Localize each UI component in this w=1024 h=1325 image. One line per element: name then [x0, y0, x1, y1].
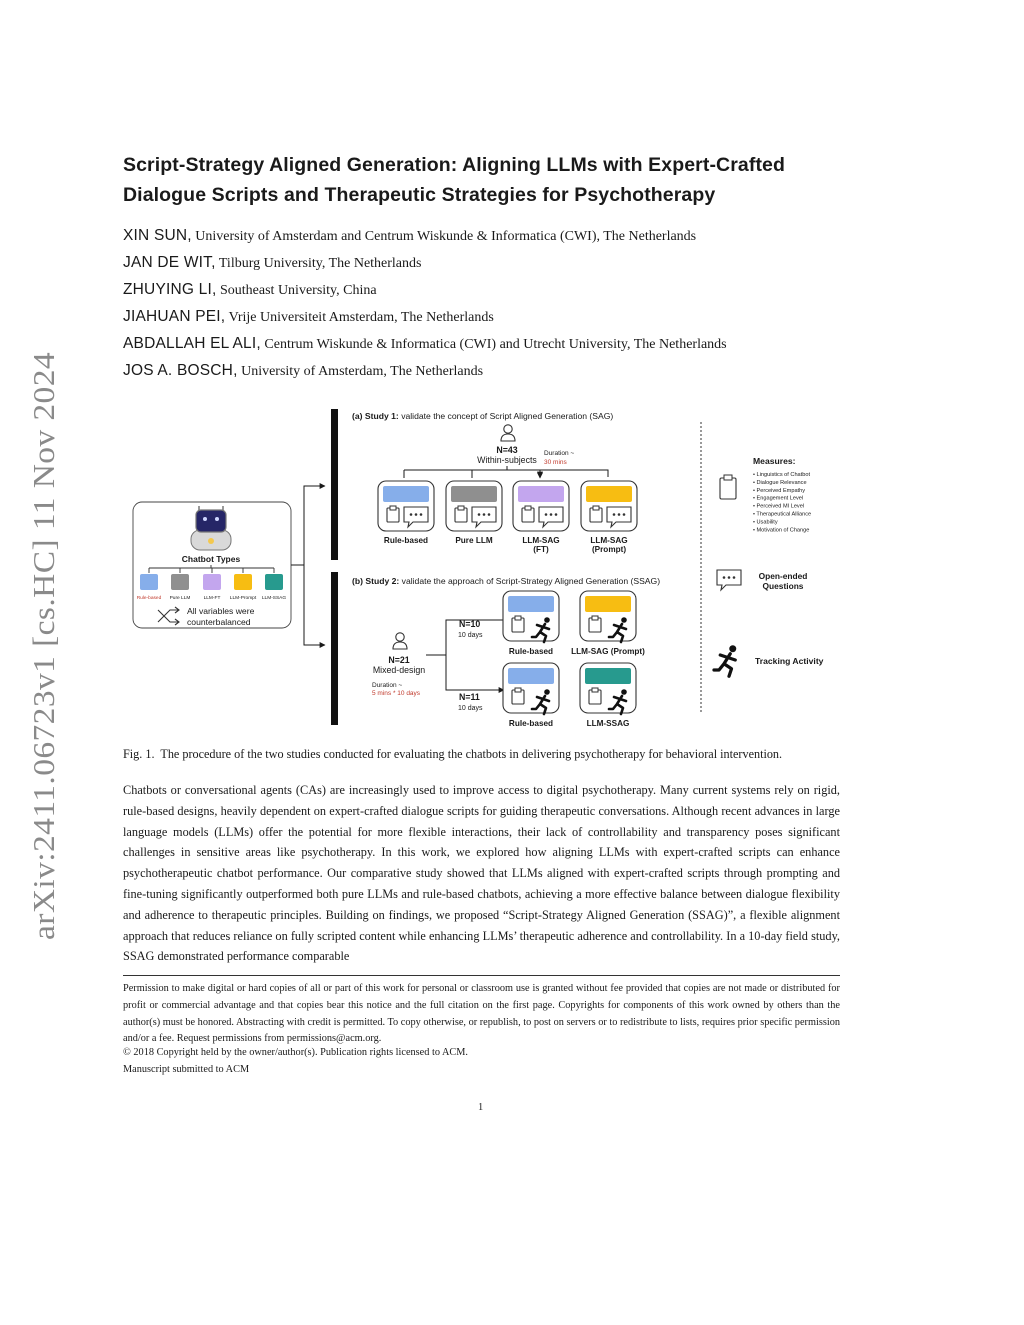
study1-branch-arrows: [404, 474, 540, 478]
group2-days: 10 days: [458, 705, 483, 712]
measures-list: [753, 472, 811, 533]
study1-label-llm-sag-prompt-sub: (Prompt): [591, 545, 627, 554]
author-affiliation: University of Amsterdam, The Netherlands: [241, 364, 484, 379]
study1-heading: [352, 411, 613, 421]
measures-title: Measures:: [753, 456, 796, 466]
connector-study2: [304, 565, 325, 645]
page-number: 1: [478, 1102, 484, 1113]
study1-card-llm-sag-prompt: [581, 481, 637, 531]
abstract-text: Chatbots or conversational agents (CAs) are increasingly used to improve access to digital psychotherapy. Many current systems rely on rigid, rule-based designs, heavily dependent on expert-crafted dialogue scripts for guiding therapeutic conversations. Although recent advances in large language models (LLMs) offer the potential for more flexible interactions, their lack of controllability and transparency poses significant challenges in sensitive areas like psychotherapy. In this work, we explored how aligning LLMs with expert-crafted scripts can enhance psychotherapeutic chatbot performance. Our comparative study showed that LLMs aligned with expert-crafted scripts through prompting and fine-tuning significantly outperformed both pure LLMs and rule-based chatbots, achieving a more effective balance between dialogue flexibility and adherence to therapeutic principles. Building on findings, we proposed “Script-Strategy Aligned Generation (SSAG)”, a flexible alignment approach that reduces reliance on fully scripted content while enhancing LLMs’ therapeutic adherence and controllability. In a 10-day field study, SSAG demonstrated performance comparable: [123, 783, 840, 964]
study1-heading-text: validate the concept of Script Aligned Generation (SAG): [401, 411, 614, 421]
paper-title-line-2: Dialogue Scripts and Therapeutic Strategies for Psychotherapy: [123, 184, 716, 206]
study1-bar: [331, 409, 338, 560]
arxiv-id-text: arXiv:2411.06723v1 [cs.HC] 11 Nov 2024: [26, 394, 61, 940]
group1-label-llm-sag-prompt: LLM-SAG (Prompt): [571, 647, 645, 656]
author-5: [123, 335, 727, 353]
study-procedure-figure: [126, 402, 866, 736]
swatch-pure-llm: [171, 574, 189, 590]
author-1: [123, 227, 696, 245]
study2-person-icon: [393, 633, 407, 649]
type-label-llm-prompt: LLM-Prompt: [229, 596, 257, 601]
study2-heading-bold: (b) Study 2:: [352, 576, 400, 586]
author-2: [123, 254, 421, 272]
measure-item: • Motivation of Change: [753, 527, 810, 534]
group2-label-llm-ssag: LLM-SSAG: [586, 719, 630, 728]
type-label-llm-ssag: LLM-SSAG: [261, 596, 287, 601]
author-name: JAN DE WIT,: [123, 254, 216, 271]
swatch-llm-ssag: [265, 574, 283, 590]
study2-bar: [331, 572, 338, 725]
author-affiliation: Vrije Universiteit Amsterdam, The Netherlands: [228, 310, 494, 325]
caption-text: The procedure of the two studies conducted for evaluating the chatbots in delivering psychotherapy for behavioral intervention.: [160, 747, 783, 761]
connector-study1: [291, 486, 325, 565]
author-name: ABDALLAH EL ALI,: [123, 335, 261, 352]
author-6: [123, 362, 483, 380]
open-ended-line-1: Open-ended: [758, 571, 808, 581]
measure-item: • Therapeutical Alliance: [753, 511, 812, 518]
chatbot-types-tree: [149, 565, 274, 573]
measure-item: • Engagement Level: [753, 495, 804, 502]
chatbot-types-title: Chatbot Types: [181, 554, 241, 564]
study2-duration: 5 mins * 10 days: [372, 690, 421, 697]
author-name: JOS A. BOSCH,: [123, 362, 238, 379]
permission-text: Permission to make digital or hard copies of all or part of this work for personal or classroom use is granted without fee provided that copies are not made or distributed for profit or commercial advantage and that copies bear this notice and the full citation on the first page. Copyrights for components of this work owned by others than the author(s) must be honored. Abstracting with credit is permitted. To copy otherwise, or republish, to post on servers or to redistribute to lists, requires prior specific permission and/or a fee. Request permissions from permissions@acm.org.: [123, 983, 840, 1045]
group1-label-rule-based: Rule-based: [508, 647, 554, 656]
group1-n: N=10: [459, 619, 481, 629]
type-label-llm-ft: LLM-FT: [203, 596, 221, 601]
study2-heading: [352, 576, 660, 586]
study1-branch: [404, 466, 608, 477]
copyright-line: © 2018 Copyright held by the owner/author(s). Publication rights licensed to ACM.: [123, 1047, 469, 1058]
robot-icon: [191, 506, 231, 550]
type-label-rule-based: Rule-based: [136, 596, 162, 601]
permission-notice: [123, 981, 840, 1048]
arxiv-identifier: [26, 348, 62, 940]
study1-label-llm-sag-ft: LLM-SAG: [522, 536, 560, 545]
group1-card-rule-based: [503, 591, 559, 642]
author-4: [123, 308, 494, 326]
open-ended-bubble-icon: [717, 570, 741, 590]
study1-card-rule-based: [378, 481, 434, 531]
study2-n: N=21: [388, 655, 410, 665]
abstract: [123, 780, 840, 967]
caption-label: Fig. 1.: [123, 747, 155, 761]
swatch-llm-prompt: [234, 574, 252, 590]
author-affiliation: Tilburg University, The Netherlands: [218, 256, 422, 271]
shuffle-icon: [158, 607, 179, 625]
study1-heading-bold: (a) Study 1:: [352, 411, 399, 421]
measure-item: • Perceived Empathy: [753, 487, 806, 494]
measure-item: • Linguistics of Chatbot: [753, 472, 810, 478]
tracking-activity-label: Tracking Activity: [755, 656, 824, 666]
counterbalanced-line-1: All variables were: [187, 606, 255, 616]
group2-card-rule-based: [503, 663, 559, 714]
study1-person-icon: [501, 425, 515, 441]
study2-design: Mixed-design: [372, 665, 426, 675]
paper-title-line-1: Script-Strategy Aligned Generation: Aligning LLMs with Expert-Crafted: [123, 154, 785, 176]
study2-heading-text: validate the approach of Script-Strategy Aligned Generation (SSAG): [401, 576, 661, 586]
study1-label-pure-llm: Pure LLM: [455, 536, 493, 545]
measure-item: • Perceived MI Level: [753, 503, 805, 510]
swatch-llm-ft: [203, 574, 221, 590]
group2-label-rule-based: Rule-based: [508, 719, 554, 728]
author-name: ZHUYING LI,: [123, 281, 217, 298]
study1-duration-label: Duration ~: [544, 450, 575, 457]
author-affiliation: University of Amsterdam and Centrum Wiskunde & Informatica (CWI), The Netherlands: [195, 229, 697, 244]
author-name: XIN SUN,: [123, 227, 192, 244]
study1-card-llm-sag-ft: [513, 481, 569, 531]
open-ended-line-2: Questions: [762, 581, 804, 591]
group2-card-llm-ssag: [580, 663, 636, 714]
author-name: JIAHUAN PEI,: [123, 308, 226, 325]
counterbalanced-line-2: counterbalanced: [187, 617, 251, 627]
group1-days: 10 days: [458, 632, 483, 639]
study1-label-llm-sag-ft-sub: (FT): [533, 545, 549, 554]
group1-card-llm-sag-prompt: [580, 591, 636, 642]
study1-design: Within-subjects: [477, 455, 537, 465]
study1-label-llm-sag-prompt: LLM-SAG: [590, 536, 628, 545]
author-affiliation: Southeast University, China: [220, 283, 377, 298]
measure-item: • Dialogue Relevance: [753, 479, 807, 486]
group2-n: N=11: [459, 692, 480, 702]
footnote-rule: [123, 975, 840, 976]
type-label-pure-llm: Pure LLM: [169, 596, 191, 601]
study1-n: N=43: [496, 445, 518, 455]
study1-card-pure-llm: [446, 481, 502, 531]
author-3: [123, 281, 377, 299]
study2-duration-label: Duration ~: [372, 682, 403, 689]
tracking-running-icon: [714, 645, 736, 676]
study1-label-rule-based: Rule-based: [383, 536, 429, 545]
swatch-rule-based: [140, 574, 158, 590]
study1-duration: 30 mins: [544, 459, 567, 466]
measure-item: • Usability: [753, 519, 778, 526]
manuscript-line: Manuscript submitted to ACM: [123, 1064, 250, 1075]
figure-caption: [123, 747, 843, 762]
study2-branch: [426, 620, 504, 690]
measures-clipboard-icon: [720, 475, 736, 499]
author-affiliation: Centrum Wiskunde & Informatica (CWI) and Utrecht University, The Netherlands: [264, 337, 727, 352]
